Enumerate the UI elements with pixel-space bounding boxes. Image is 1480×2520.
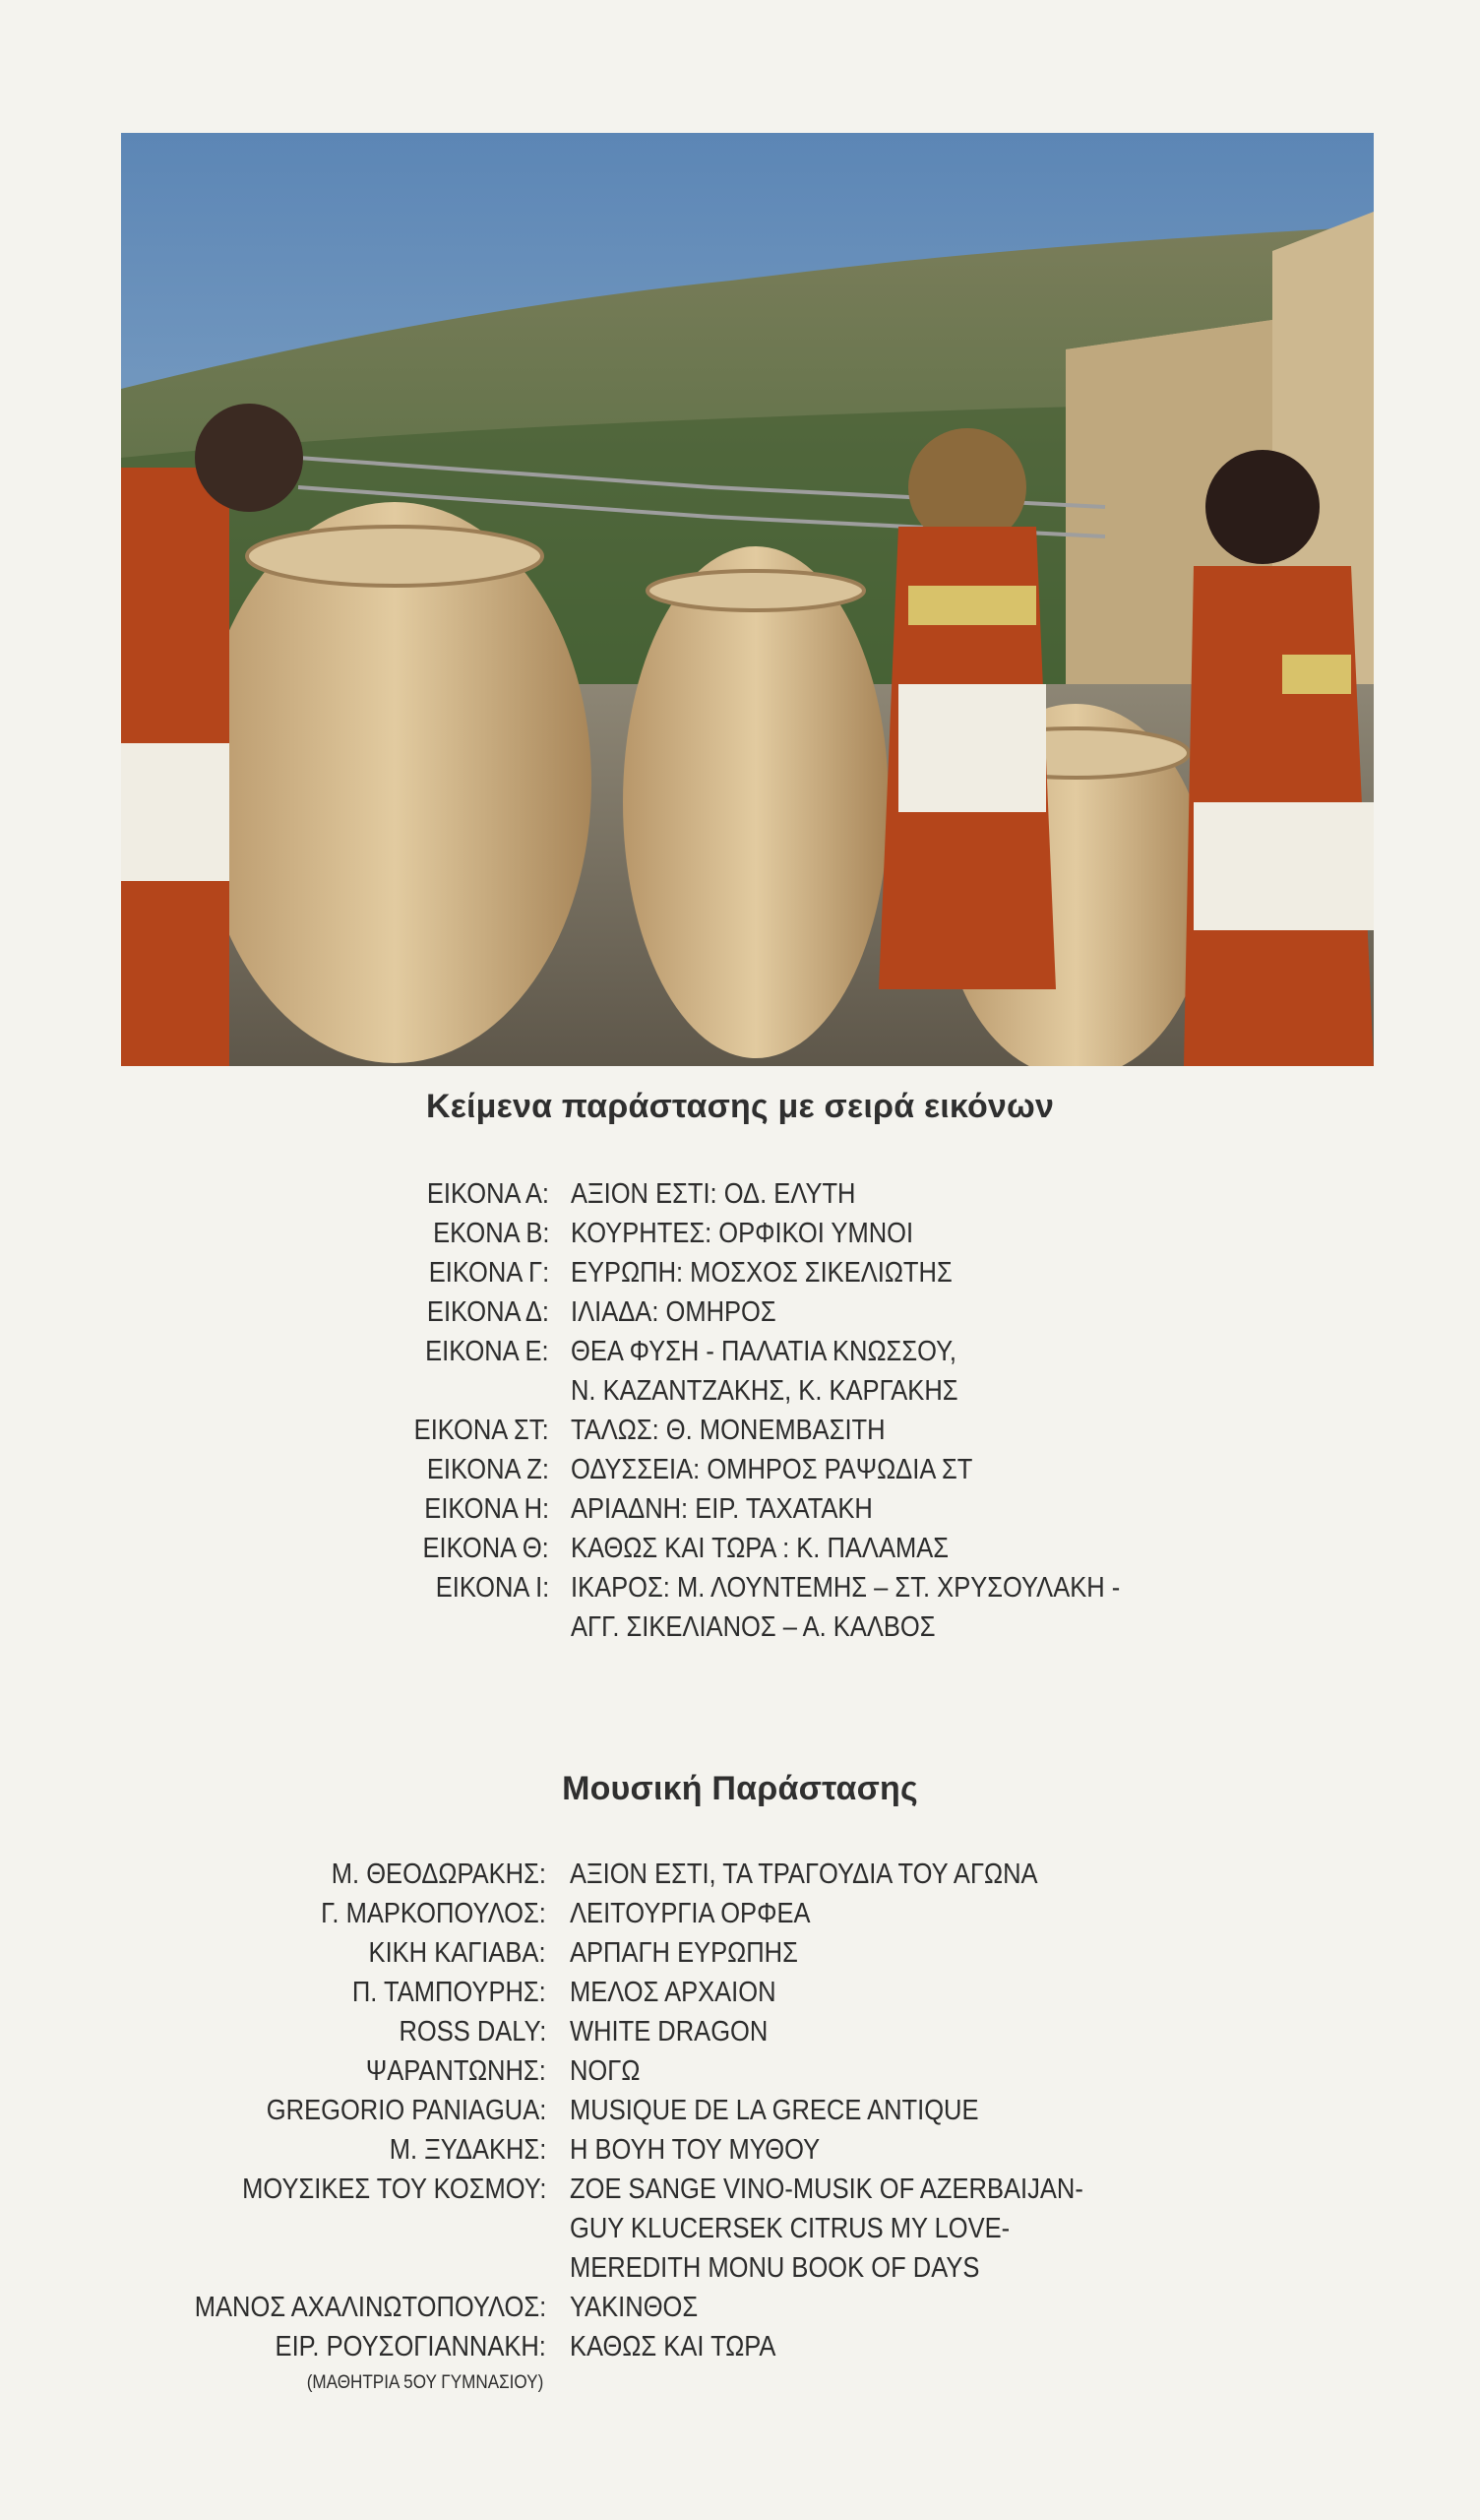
item-value: Η ΒΟΥΗ ΤΟΥ ΜΥΘΟΥ (570, 2134, 821, 2166)
item-value: ΑΞΙΟΝ ΕΣΤΙ, ΤΑ ΤΡΑΓΟΥΔΙΑ ΤΟΥ ΑΓΩΝΑ (570, 1858, 1038, 1890)
photo-illustration (121, 133, 1374, 1066)
music-heading: Μουσική Παράστασης (562, 1770, 918, 1807)
item-value: ΑΡΙΑΔΝΗ: ΕΙΡ. ΤΑΧΑΤΑΚΗ (571, 1493, 873, 1525)
item-label: ΨΑΡΑΝΤΩΝΗΣ: (366, 2055, 546, 2087)
item-value: ΛΕΙΤΟΥΡΓΙΑ ΟΡΦΕΑ (570, 1898, 811, 1929)
item-value: ΝΟΓΩ (570, 2055, 641, 2087)
list-item (0, 2288, 1480, 2327)
list-item (0, 1973, 1480, 2012)
list-item (0, 1371, 1480, 1411)
item-label: ΕΙΡ. ΡΟΥΣΟΓΙΑΝΝΑΚΗ: (275, 2331, 546, 2362)
list-item (0, 2209, 1480, 2248)
item-value: ΘΕΑ ΦΥΣΗ - ΠΑΛΑΤΙΑ ΚΝΩΣΣΟΥ, (571, 1336, 956, 1367)
list-item (0, 1607, 1480, 1647)
item-value: ΚΑΘΩΣ ΚΑΙ ΤΩΡΑ (570, 2331, 776, 2362)
item-value: MEREDITH MONU BOOK OF DAYS (570, 2252, 980, 2284)
item-value: Ν. ΚΑΖΑΝΤΖΑΚΗΣ, Κ. ΚΑΡΓΑΚΗΣ (571, 1375, 958, 1407)
item-label: ΕΙΚΟΝΑ Η: (424, 1493, 549, 1525)
item-value: MUSIQUE DE LA GRECE ANTIQUE (570, 2095, 979, 2126)
list-item (0, 2091, 1480, 2130)
item-value: ΑΞΙΟΝ ΕΣΤΙ: ΟΔ. ΕΛΥΤΗ (571, 1178, 856, 1210)
item-label: ΕΙΚΟΝΑ Θ: (422, 1533, 549, 1564)
item-value: ΚΑΘΩΣ ΚΑΙ ΤΩΡΑ : Κ. ΠΑΛΑΜΑΣ (571, 1533, 950, 1564)
item-value: ΙΚΑΡΟΣ: Μ. ΛΟΥΝΤΕΜΗΣ – ΣΤ. ΧΡΥΣΟΥΛΑΚΗ - (571, 1572, 1121, 1604)
item-label: ΜΟΥΣΙΚΕΣ ΤΟΥ ΚΟΣΜΟΥ: (241, 2174, 546, 2205)
list-item (0, 1332, 1480, 1371)
photo-minoan-pithoi (121, 133, 1374, 1066)
list-item (0, 1894, 1480, 1933)
list-item (0, 1933, 1480, 1973)
item-value: GUY KLUCERSEK CITRUS MY LOVE- (570, 2213, 1011, 2244)
item-value: ΚΟΥΡΗΤΕΣ: ΟΡΦΙΚΟΙ ΥΜΝΟΙ (571, 1218, 914, 1249)
list-item (0, 1489, 1480, 1529)
item-label: ΕΙΚΟΝΑ Ζ: (426, 1454, 549, 1485)
item-value: ZOE SANGE VINO-MUSIK OF AZERBAIJAN- (570, 2174, 1083, 2205)
list-item (0, 1855, 1480, 1894)
item-label: Μ. ΘΕΟΔΩΡΑΚΗΣ: (331, 1858, 546, 1890)
list-item (0, 1411, 1480, 1450)
item-label: ΕΙΚΟΝΑ ΣΤ: (414, 1415, 549, 1446)
item-value: ΑΡΠΑΓΗ ΕΥΡΩΠΗΣ (570, 1937, 798, 1969)
item-label: ΚΙΚΗ ΚΑΓΙΑΒΑ: (368, 1937, 546, 1969)
list-item (0, 1450, 1480, 1489)
list-item (0, 1292, 1480, 1332)
item-value: ΑΓΓ. ΣΙΚΕΛΙΑΝΟΣ – Α. ΚΑΛΒΟΣ (571, 1611, 936, 1643)
item-value: ΕΥΡΩΠΗ: ΜΟΣΧΟΣ ΣΙΚΕΛΙΩΤΗΣ (571, 1257, 953, 1289)
list-item (0, 2130, 1480, 2170)
item-label: ΕΙΚΟΝΑ Ι: (435, 1572, 549, 1604)
list-item (0, 2248, 1480, 2288)
music-list (0, 1855, 1480, 2366)
list-item (0, 1529, 1480, 1568)
item-value: ΥΑΚΙΝΘΟΣ (570, 2292, 699, 2323)
texts-heading: Κείμενα παράστασης με σειρά εικόνων (425, 1088, 1055, 1125)
item-label: ROSS DALY: (399, 2016, 546, 2048)
item-label: Γ. ΜΑΡΚΟΠΟΥΛΟΣ: (321, 1898, 546, 1929)
list-item (0, 2012, 1480, 2051)
list-item (0, 1174, 1480, 1214)
item-label: ΕΙΚΟΝΑ Δ: (426, 1296, 549, 1328)
texts-list (0, 1174, 1480, 1647)
item-label: ΜΑΝΟΣ ΑΧΑΛΙΝΩΤΟΠΟΥΛΟΣ: (194, 2292, 546, 2323)
list-item (0, 1568, 1480, 1607)
list-item (0, 2170, 1480, 2209)
item-label: ΕΙΚΟΝΑ Γ: (428, 1257, 549, 1289)
list-item (0, 1214, 1480, 1253)
item-label: Μ. ΞΥΔΑΚΗΣ: (389, 2134, 546, 2166)
item-value: ΜΕΛΟΣ ΑΡΧΑΙΟΝ (570, 1977, 776, 2008)
item-label: ΕΚΟΝΑ Β: (432, 1218, 549, 1249)
list-item (0, 1253, 1480, 1292)
item-value: ΟΔΥΣΣΕΙΑ: ΟΜΗΡΟΣ ΡΑΨΩΔΙΑ ΣΤ (571, 1454, 973, 1485)
list-item (0, 2327, 1480, 2366)
list-item (0, 2051, 1480, 2091)
item-value: WHITE DRAGON (570, 2016, 769, 2048)
item-label: ΕΙΚΟΝΑ Α: (426, 1178, 549, 1210)
item-value: ΙΛΙΑΔΑ: ΟΜΗΡΟΣ (571, 1296, 776, 1328)
item-label: GREGORIO PANIAGUA: (266, 2095, 546, 2126)
student-note: (ΜΑΘΗΤΡΙΑ 5ΟΥ ΓΥΜΝΑΣΙΟΥ) (306, 2372, 543, 2393)
item-label: ΕΙΚΟΝΑ Ε: (425, 1336, 549, 1367)
item-label: Π. ΤΑΜΠΟΥΡΗΣ: (352, 1977, 546, 2008)
item-value: ΤΑΛΩΣ: Θ. ΜΟΝΕΜΒΑΣΙΤΗ (571, 1415, 886, 1446)
